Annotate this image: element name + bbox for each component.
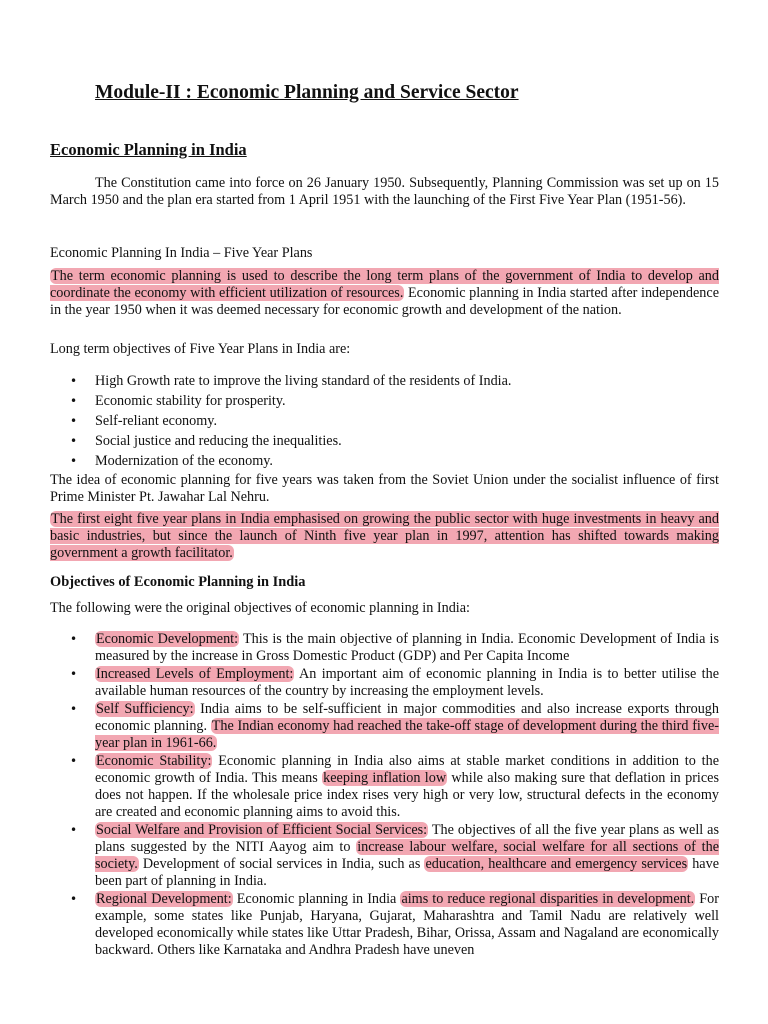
long-term-objectives-list <box>50 373 719 473</box>
list-item <box>50 753 719 821</box>
section-heading-objectives: Objectives of Economic Planning in India <box>50 574 306 590</box>
highlight: The first eight five year plans in India emphasised on growing the public sector with huge investments in heavy and basic industries, but since the launch of Ninth five year plan in 1997, attention has shifted towards making government a growth facilitator. <box>50 511 719 561</box>
objective-term: Economic Development: <box>96 631 239 647</box>
objective-term: Social Welfare and Provision of Efficient Social Services: <box>96 822 428 838</box>
section-heading-economic-planning: Economic Planning in India <box>50 140 247 159</box>
highlight: The term economic planning is used to describe the long term plans of the government of India to develop and coordinate the economy with efficient utilization of resources. <box>50 268 719 301</box>
objective-text: Economic planning in India also aims at stable market conditions in addition to the economic growth of India. This means <box>95 753 720 786</box>
intro-paragraph: The Constitution came into force on 26 January 1950. Subsequently, Planning Commission was set up on 15 March 1950 and the plan era started from 1 April 1951 with the launching of the First Five Year Plan (1951-56). <box>50 175 719 208</box>
objective-text: Development of social services in India, such as <box>138 856 425 872</box>
objective-term: Increased Levels of Employment: <box>96 666 294 682</box>
objective-text: have been part of planning in India. <box>95 856 719 889</box>
objective-text: This is the main objective of planning in India. Economic Development of India is measured by the increase in Gross Domestic Product (GDP) and Per Capita Income <box>95 631 719 664</box>
list-item <box>50 701 719 752</box>
economic-planning-definition <box>50 268 719 319</box>
objectives-intro: Long term objectives of Five Year Plans in India are: <box>50 341 351 357</box>
objective-text: while also making sure that deflation in prices does not happen. If the wholesale price index rises very high or very low, structural defects in the economy are created and economic planning aims to avoid this. <box>95 770 719 820</box>
objective-text: Economic planning in India <box>232 891 401 907</box>
objectives-intro-2: The following were the original objectives of economic planning in India: <box>50 600 470 616</box>
objective-text: India aims to be self-sufficient in major commodities and also increase exports through economic planning. <box>95 701 719 734</box>
highlight: education, healthcare and emergency services <box>425 856 688 872</box>
highlight: aims to reduce regional disparities in development. <box>401 891 695 907</box>
list-item: • High Growth rate to improve the living standard of the residents of India. <box>50 373 719 390</box>
objective-text: An important aim of economic planning in India is to better utilise the available human resources of the country by increasing the employment levels. <box>95 666 719 699</box>
objective-text: The objectives of all the five year plans as well as plans suggested by the NITI Aayog aim to <box>95 822 719 855</box>
list-item <box>50 666 719 700</box>
list-item <box>50 631 719 665</box>
five-year-plans-subheading: Economic Planning In India – Five Year Plans <box>50 245 313 261</box>
paragraph-text: Economic planning in India started after independence in the year 1950 when it was deemed necessary for economic growth and development of the nation. <box>50 285 719 318</box>
original-objectives-list <box>50 631 719 960</box>
list-item: • Modernization of the economy. <box>50 453 719 470</box>
list-item: • Self-reliant economy. <box>50 413 719 430</box>
highlight: The Indian economy had reached the take-off stage of development during the third five-year plan in 1961-66. <box>95 718 719 751</box>
highlight: keeping inflation low <box>323 770 447 786</box>
eight-plans-paragraph <box>50 511 719 562</box>
list-item <box>50 891 719 959</box>
objective-text: For example, some states like Punjab, Haryana, Gujarat, Maharashtra and Tamil Nadu are relatively well developed economically while states like Uttar Pradesh, Bihar, Orissa, Assam and Nagaland are economically backward. Others like Karnataka and Andhra Pradesh have uneven <box>95 891 719 958</box>
objective-term: Self Sufficiency: <box>96 701 194 717</box>
list-item: • Economic stability for prosperity. <box>50 393 719 410</box>
soviet-union-paragraph: The idea of economic planning for five years was taken from the Soviet Union under the socialist influence of first Prime Minister Pt. Jawahar Lal Nehru. <box>50 472 719 505</box>
list-item: • Social justice and reducing the inequalities. <box>50 433 719 450</box>
page-title: Module-II : Economic Planning and Service Sector <box>95 82 519 103</box>
highlight: increase labour welfare, social welfare for all sections of the society. <box>95 839 719 872</box>
objective-term: Economic Stability: <box>96 753 212 769</box>
objective-term: Regional Development: <box>96 891 232 907</box>
list-item <box>50 822 719 890</box>
